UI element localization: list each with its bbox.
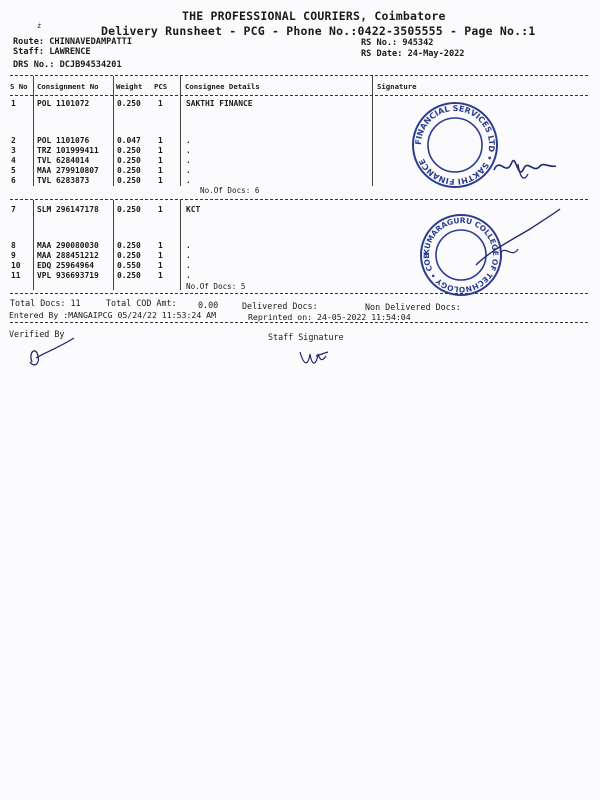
group1-doc-count: No.Of Docs: 6 (200, 186, 260, 195)
col-consignment: Consignment No (37, 82, 99, 91)
table-row: 2 POL 1101076 0.047 1 . (11, 136, 191, 145)
staff-signature-label: Staff Signature (268, 332, 344, 342)
col-sno: S No (10, 82, 28, 91)
reprinted-on: Reprinted on: 24-05-2022 11:54:04 (248, 312, 411, 322)
drs-number: DRS No.: DCJB94534201 (13, 60, 122, 70)
table-row: 10 EDQ 25964964 0.550 1 . (11, 261, 191, 270)
corner-mark: ż (37, 22, 42, 30)
col-pcs: PCS (154, 82, 168, 91)
col-signature: Signature (377, 82, 417, 91)
table-row: 3 TRZ 101999411 0.250 1 . (11, 146, 191, 155)
company-stamp-1 (410, 100, 500, 190)
table-row: 1 POL 1101072 0.250 1 SAKTHI FINANCE (11, 99, 253, 108)
table-row: 6 TVL 6283873 0.250 1 . (11, 176, 191, 185)
col-weight: Weight (116, 82, 143, 91)
table-row: 5 MAA 279910807 0.250 1 . (11, 166, 191, 175)
verified-by-label: Verified By (9, 329, 65, 339)
svg-text:KUMARAGURU COLLEGE OF TECHNOLO: KUMARAGURU COLLEGE OF TECHNOLOGY • COB-49 (415, 205, 501, 295)
rs-date: RS Date: 24-May-2022 (361, 49, 465, 59)
entered-by: Entered By :MANGAIPCG 05/24/22 11:53:24 AM (9, 310, 217, 320)
table-row: 8 MAA 290080030 0.250 1 . (11, 241, 191, 250)
svg-text:FINANCIAL SERVICES LTD • SAKTH: FINANCIAL SERVICES LTD • SAKTHI FINANCE (413, 103, 497, 187)
header-top-rule (10, 75, 588, 76)
column-header-row (0, 82, 600, 92)
col-consignee: Consignee Details (185, 82, 260, 91)
staff-signature (296, 344, 336, 372)
rs-number: RS No.: 945342 (361, 38, 434, 48)
table-row: 11 VPL 936693719 0.250 1 . (11, 271, 191, 280)
non-delivered-docs: Non Delivered Docs: (365, 302, 461, 312)
total-docs: Total Docs: 11 (10, 298, 81, 308)
company-name: THE PROFESSIONAL COURIERS, Coimbatore (182, 9, 446, 23)
route-label: Route: CHINNAVEDAMPATTI (13, 37, 132, 47)
group-divider (10, 199, 588, 200)
footer-rule (10, 322, 588, 323)
total-cod-label: Total COD Amt: (106, 298, 177, 308)
table-row: 9 MAA 288451212 0.250 1 . (11, 251, 191, 260)
table-row: 4 TVL 6284014 0.250 1 . (11, 156, 191, 165)
staff-label: Staff: LAWRENCE (13, 47, 91, 57)
delivered-docs: Delivered Docs: (242, 301, 318, 311)
signature-2 (470, 205, 565, 275)
header-bottom-rule (10, 95, 588, 96)
group2-doc-count: No.Of Docs: 5 (186, 282, 246, 291)
runsheet-title: Delivery Runsheet - PCG - Phone No.:0422-3505555 - Page No.:1 (101, 24, 536, 38)
total-cod-value: 0.00 (198, 300, 219, 310)
signature-1 (490, 148, 560, 188)
table-row: 7 SLM 296147178 0.250 1 KCT (11, 205, 201, 214)
verifier-signature (22, 332, 82, 372)
